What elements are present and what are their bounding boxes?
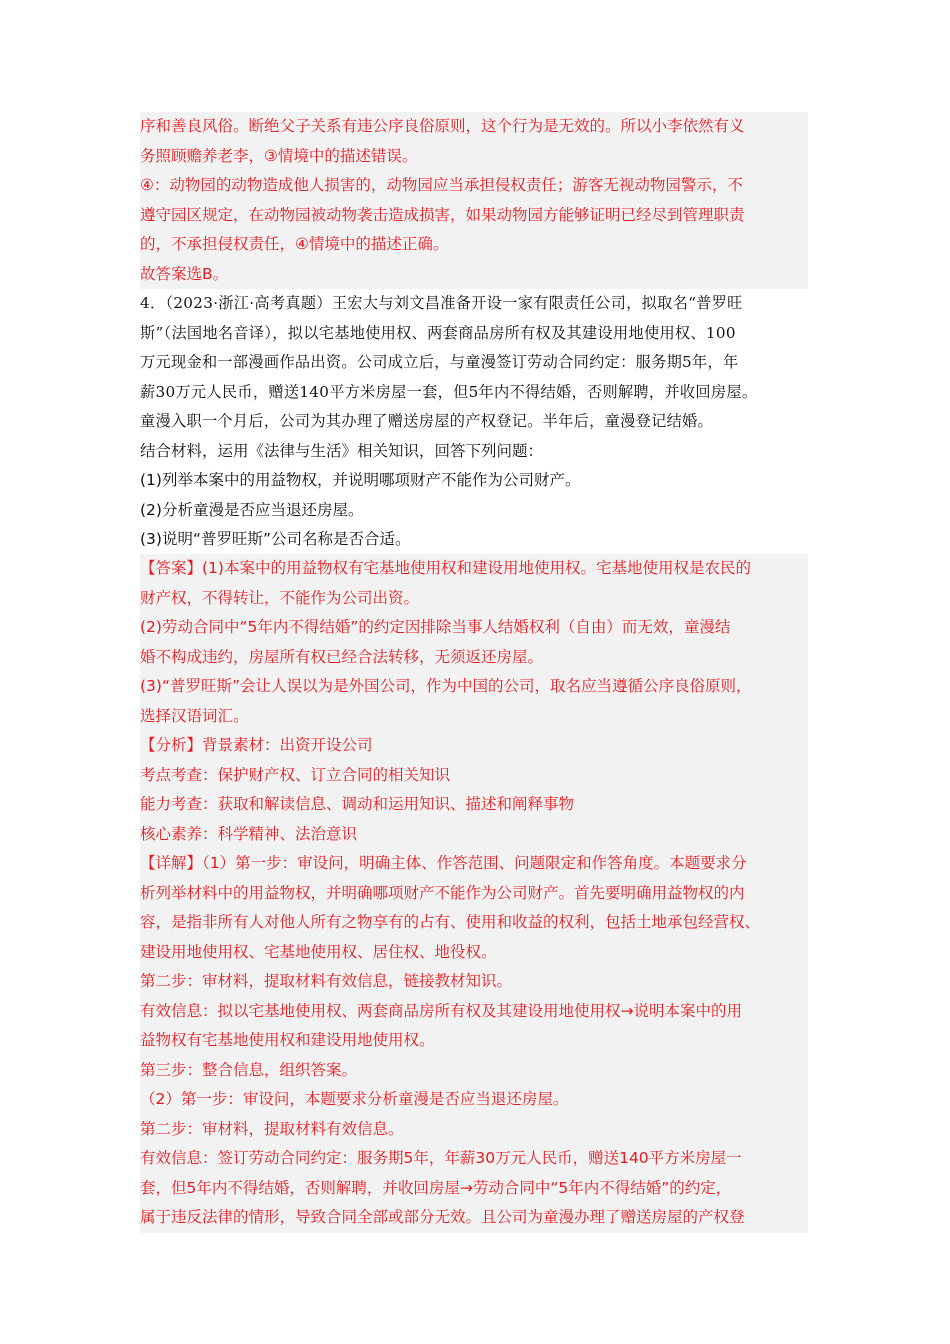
answer-analysis-block <box>140 554 808 1233</box>
explanation-line: 第二步：审材料，提取材料有效信息。 <box>140 1119 404 1138</box>
analysis-line: 能力考查：获取和解读信息、调动和运用知识、描述和阐释事物 <box>140 795 575 813</box>
explanation-line: 益物权有宅基地使用权和建设用地使用权。 <box>140 1031 435 1049</box>
question-4 <box>140 289 808 555</box>
explanation-line: 第二步：审材料，提取材料有效信息，链接教材知识。 <box>140 972 513 990</box>
answer-line: 遵守园区规定，在动物园被动物袭击造成损害，如果动物园方能够证明已经尽到管理职责 <box>140 205 745 224</box>
sub-question-2: (2)分析童漫是否应当退还房屋。 <box>140 500 364 519</box>
explanation-line: 【详解】（1）第一步：审设问，明确主体、作答范围、问题限定和作答角度。本题要求分 <box>140 854 747 872</box>
question-material-line: 童漫入职一个月后，公司为其办理了赠送房屋的产权登记。半年后，童漫登记结婚。 <box>140 412 714 430</box>
question-prompt: 结合材料，运用《法律与生活》相关知识，回答下列问题： <box>140 441 544 460</box>
question-material-line: 4．（2023·浙江·高考真题）王宏大与刘文昌准备开设一家有限责任公司，拟取名“普罗旺 <box>140 294 743 312</box>
explanation-line: 析列举材料中的用益物权，并明确哪项财产不能作为公司财产。首先要明确用益物权的内 <box>140 883 745 902</box>
explanation-line: （2）第一步：审设问，本题要求分析童漫是否应当退还房屋。 <box>140 1090 569 1108</box>
explanation-line: 有效信息：签订劳动合同约定：服务期5年，年薪30万元人民币，赠送140平方米房屋一 <box>140 1149 742 1167</box>
answer-line: (3)“普罗旺斯”会让人误以为是外国公司，作为中国的公司，取名应当遵循公序良俗原则， <box>140 677 752 695</box>
question-material-line: 薪30万元人民币，赠送140平方米房屋一套，但5年内不得结婚，否则解聘，并收回房屋。 <box>140 382 758 401</box>
question-material-line: 斯”（法国地名音译），拟以宅基地使用权、两套商品房所有权及其建设用地使用权、100 <box>140 323 736 342</box>
explanation-line: 有效信息：拟以宅基地使用权、两套商品房所有权及其建设用地使用权→说明本案中的用 <box>140 1001 742 1020</box>
answer-line: 的，不承担侵权责任，④情境中的描述正确。 <box>140 235 449 253</box>
explanation-line: 属于违反法律的情形，导致合同全部或部分无效。且公司为童漫办理了赠送房屋的产权登 <box>140 1208 745 1226</box>
answer-line: 选择汉语词汇。 <box>140 706 249 725</box>
previous-answer-block <box>140 112 808 289</box>
answer-line: 婚不构成违约，房屋所有权已经合法转移，无须返还房屋。 <box>140 647 544 666</box>
analysis-line: 核心素养：科学精神、法治意识 <box>140 824 358 843</box>
sub-question-1: (1)列举本案中的用益物权，并说明哪项财产不能作为公司财产。 <box>140 471 581 489</box>
answer-line: 务照顾赡养老李，③情境中的描述错误。 <box>140 146 418 165</box>
answer-line: ④：动物园的动物造成他人损害的，动物园应当承担侵权责任；游客无视动物园警示，不 <box>140 176 743 194</box>
answer-line: (2)劳动合同中“5年内不得结婚”的约定因排除当事人结婚权利（自由）而无效，童漫结 <box>140 618 731 636</box>
explanation-line: 套，但5年内不得结婚，否则解聘，并收回房屋→劳动合同中“5年内不得结婚”的约定， <box>140 1178 732 1197</box>
analysis-line: 考点考查：保护财产权、订立合同的相关知识 <box>140 765 451 784</box>
answer-line: 财产权，不得转让，不能作为公司出资。 <box>140 588 420 607</box>
explanation-line: 容，是指非所有人对他人所有之物享有的占有、使用和收益的权利，包括土地承包经营权、 <box>140 913 761 931</box>
answer-line: 序和善良风俗。断绝父子关系有违公序良俗原则，这个行为是无效的。所以小李依然有义 <box>140 117 745 135</box>
answer-line: 故答案选B。 <box>140 264 229 283</box>
question-material-line: 万元现金和一部漫画作品出资。公司成立后，与童漫签订劳动合同约定：服务期5年，年 <box>140 353 739 371</box>
analysis-line: 【分析】背景素材：出资开设公司 <box>140 736 373 754</box>
sub-question-3: (3)说明“普罗旺斯”公司名称是否合适。 <box>140 530 411 548</box>
explanation-line: 建设用地使用权、宅基地使用权、居住权、地役权。 <box>140 942 497 961</box>
answer-line: 【答案】(1)本案中的用益物权有宅基地使用权和建设用地使用权。宅基地使用权是农民的 <box>140 559 751 577</box>
explanation-line: 第三步：整合信息，组织答案。 <box>140 1060 358 1079</box>
